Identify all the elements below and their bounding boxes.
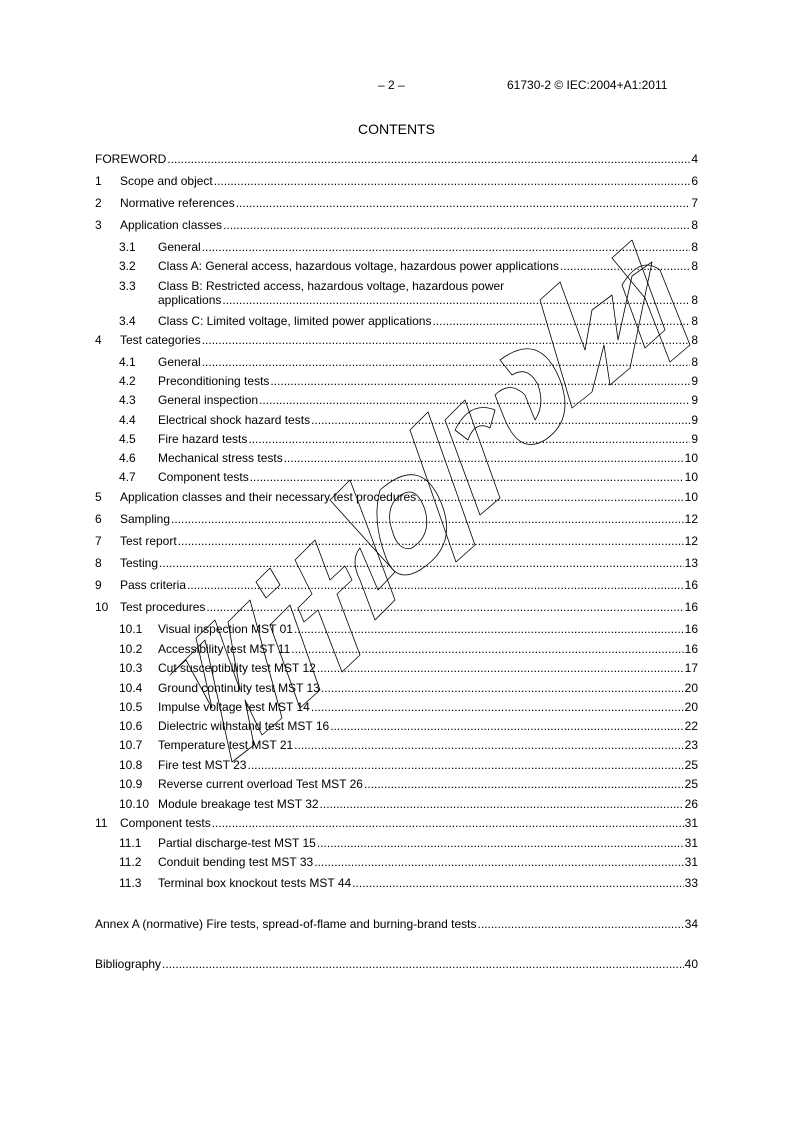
toc-entry-title: FOREWORD — [95, 152, 167, 166]
leader-dots — [187, 578, 684, 592]
toc-entry-title: Reverse current overload Test MST 26 — [158, 777, 363, 791]
toc-entry-page: 4 — [691, 152, 698, 166]
toc-entry-title: Visual inspection MST 01 — [158, 622, 293, 636]
leader-dots — [162, 957, 684, 971]
toc-entry-page: 31 — [684, 816, 698, 830]
leader-dots — [202, 355, 691, 369]
toc-entry-title: Application classes and their necessary test procedures — [120, 490, 417, 504]
toc-entry-page: 25 — [684, 777, 698, 791]
leader-dots — [314, 855, 683, 869]
toc-entry-number: 10.3 — [119, 661, 143, 675]
toc-entry-number: 3.4 — [119, 314, 136, 328]
toc-entry-title: Bibliography — [95, 957, 162, 971]
toc-entry-title: Preconditioning tests — [158, 374, 270, 388]
toc-entry-title: Normative references — [120, 196, 235, 210]
document-reference: 61730-2 © IEC:2004+A1:2011 — [507, 78, 668, 92]
toc-entry-title: Pass criteria — [120, 578, 187, 592]
leader-dots — [214, 174, 691, 188]
toc-entry-number: 4 — [95, 333, 102, 347]
toc-entry-number: 2 — [95, 196, 102, 210]
toc-entry-page: 22 — [684, 719, 698, 733]
toc-entry-page: 8 — [691, 314, 698, 328]
toc-entry-title: Dielectric withstand test MST 16 — [158, 719, 330, 733]
toc-entry-page: 12 — [684, 534, 698, 548]
leader-dots — [171, 512, 684, 526]
toc-entry-title: Temperature test MST 21 — [158, 738, 294, 752]
toc-entry-page: 31 — [684, 855, 698, 869]
leader-dots — [284, 451, 684, 465]
toc-entry-number: 11.3 — [119, 876, 142, 890]
leader-dots — [417, 490, 683, 504]
toc-entry-title: Terminal box knockout tests MST 44 — [158, 876, 352, 890]
toc-entry-number: 8 — [95, 556, 102, 570]
toc-entry-page: 16 — [684, 578, 698, 592]
toc-entry-page: 13 — [684, 556, 698, 570]
leader-dots — [167, 152, 690, 166]
toc-entry-page: 12 — [684, 512, 698, 526]
leader-dots — [250, 470, 684, 484]
leader-dots — [248, 432, 690, 446]
leader-dots — [259, 393, 690, 407]
toc-entry-title: General — [158, 355, 201, 369]
leader-dots — [478, 917, 684, 931]
toc-entry-title: Component tests — [158, 470, 249, 484]
toc-entry-number: 4.3 — [119, 393, 136, 407]
toc-entry-title: Annex A (normative) Fire tests, spread-of-flame and burning-brand tests — [95, 917, 477, 931]
toc-entry-number: 4.5 — [119, 432, 136, 446]
toc-entry-title: Fire test MST 23 — [158, 758, 247, 772]
toc-entry-number: 10.9 — [119, 777, 143, 791]
page-number: – 2 – — [378, 78, 405, 92]
toc-entry-number: 4.2 — [119, 374, 136, 388]
toc-entry-number: 10.8 — [119, 758, 143, 772]
toc-entry-page: 10 — [684, 451, 698, 465]
toc-entry-page: 8 — [691, 355, 698, 369]
toc-entry-title: General — [158, 240, 201, 254]
toc-entry-page: 17 — [684, 661, 698, 675]
toc-entry-title: General inspection — [158, 393, 259, 407]
toc-entry-title: Class C: Limited voltage, limited power applications — [158, 314, 432, 328]
toc-entry-page: 8 — [691, 259, 698, 273]
toc-entry-number: 11 — [95, 816, 108, 830]
toc-entry-title: Application classes — [120, 218, 223, 232]
leader-dots — [206, 600, 683, 614]
leader-dots — [202, 240, 691, 254]
toc-entry-title: Class B: Restricted access, hazardous voltage, hazardous power — [158, 279, 505, 293]
toc-entry-title: Electrical shock hazard tests — [158, 413, 311, 427]
toc-entry-page: 7 — [691, 196, 698, 210]
toc-entry-title: Test procedures — [120, 600, 206, 614]
toc-entry-number: 10.7 — [119, 738, 143, 752]
toc-entry-page: 16 — [684, 622, 698, 636]
leader-dots — [364, 777, 684, 791]
toc-entry-page: 9 — [691, 393, 698, 407]
toc-entry-page: 9 — [691, 432, 698, 446]
leader-dots — [223, 218, 690, 232]
toc-entry-number: 4.7 — [119, 470, 136, 484]
leader-dots — [317, 836, 684, 850]
toc-entry-number: 11.2 — [119, 855, 142, 869]
leader-dots — [222, 293, 690, 307]
toc-entry-page: 26 — [684, 797, 698, 811]
toc-entry-page: 23 — [684, 738, 698, 752]
toc-entry-number: 4.6 — [119, 451, 136, 465]
toc-entry-number: 3.3 — [119, 279, 136, 293]
toc-entry-page: 10 — [684, 470, 698, 484]
leader-dots — [330, 719, 683, 733]
toc-entry-page: 25 — [684, 758, 698, 772]
toc-entry-page: 16 — [684, 642, 698, 656]
toc-entry-title-continued: applications — [158, 293, 222, 307]
leader-dots — [294, 738, 683, 752]
toc-entry-page: 8 — [691, 240, 698, 254]
toc-entry-page: 8 — [691, 218, 698, 232]
toc-entry-page: 9 — [691, 413, 698, 427]
toc-entry-title: Component tests — [120, 816, 211, 830]
toc-entry-title: Module breakage test MST 32 — [158, 797, 319, 811]
toc-entry-page: 34 — [684, 917, 698, 931]
toc-entry-number: 4.1 — [119, 355, 136, 369]
leader-dots — [294, 622, 684, 636]
toc-entry-page: 31 — [684, 836, 698, 850]
toc-entry-title: Conduit bending test MST 33 — [158, 855, 314, 869]
toc-entry-page: 33 — [684, 876, 698, 890]
toc-entry-number: 1 — [95, 174, 102, 188]
leader-dots — [320, 797, 684, 811]
toc-entry-page: 8 — [691, 333, 698, 347]
toc-entry-title: Sampling — [120, 512, 171, 526]
toc-entry-number: 10 — [95, 600, 109, 614]
leader-dots — [311, 700, 684, 714]
toc-entry-page: 16 — [684, 600, 698, 614]
toc-entry-page: 20 — [684, 681, 698, 695]
toc-entry-title: Partial discharge-test MST 15 — [158, 836, 316, 850]
toc-entry-title: Accessibility test MST 11 — [158, 642, 291, 656]
toc-entry-number: 10.5 — [119, 700, 143, 714]
toc-entry-number: 3 — [95, 218, 102, 232]
toc-entry-number: 5 — [95, 490, 102, 504]
toc-entry-number: 10.4 — [119, 681, 143, 695]
toc-entry-title: Testing — [120, 556, 159, 570]
toc-entry-title: Fire hazard tests — [158, 432, 248, 446]
toc-entry-number: 9 — [95, 578, 102, 592]
leader-dots — [212, 816, 684, 830]
toc-entry-title: Ground continuity test MST 13 — [158, 681, 320, 695]
toc-entry-number: 3.1 — [119, 240, 136, 254]
leader-dots — [291, 642, 683, 656]
leader-dots — [311, 413, 690, 427]
toc-entry-title: Cut susceptibility test MST 12 — [158, 661, 316, 675]
toc-entry-title: Scope and object — [120, 174, 213, 188]
toc-entry-title: Mechanical stress tests — [158, 451, 283, 465]
toc-entry-page: 10 — [684, 490, 698, 504]
toc-entry-page: 40 — [684, 957, 698, 971]
toc-entry-number: 10.2 — [119, 642, 143, 656]
leader-dots — [270, 374, 690, 388]
leader-dots — [352, 876, 683, 890]
leader-dots — [247, 758, 683, 772]
toc-entry-number: 10.6 — [119, 719, 143, 733]
toc-entry-title: Test report — [120, 534, 177, 548]
toc-entry-page: 20 — [684, 700, 698, 714]
toc-entry-number: 6 — [95, 512, 102, 526]
toc-entry-title: Impulse voltage test MST 14 — [158, 700, 310, 714]
toc-entry-number: 10.1 — [119, 622, 143, 636]
leader-dots — [432, 314, 690, 328]
leader-dots — [202, 333, 691, 347]
leader-dots — [560, 259, 690, 273]
toc-entry-title: Class A: General access, hazardous voltage, hazardous power applications — [158, 259, 559, 273]
toc-entry-number: 11.1 — [119, 836, 142, 850]
leader-dots — [159, 556, 684, 570]
leader-dots — [178, 534, 684, 548]
leader-dots — [236, 196, 691, 210]
page-title: CONTENTS — [358, 121, 435, 137]
toc-entry-number: 3.2 — [119, 259, 136, 273]
toc-entry-page: 9 — [691, 374, 698, 388]
toc-entry-title: Test categories — [120, 333, 201, 347]
toc-entry-number: 7 — [95, 534, 102, 548]
toc-entry-page: 8 — [691, 293, 698, 307]
leader-dots — [317, 661, 684, 675]
leader-dots — [321, 681, 684, 695]
toc-entry-number: 10.10 — [119, 797, 150, 811]
toc-entry-page: 6 — [691, 174, 698, 188]
toc-entry-number: 4.4 — [119, 413, 136, 427]
